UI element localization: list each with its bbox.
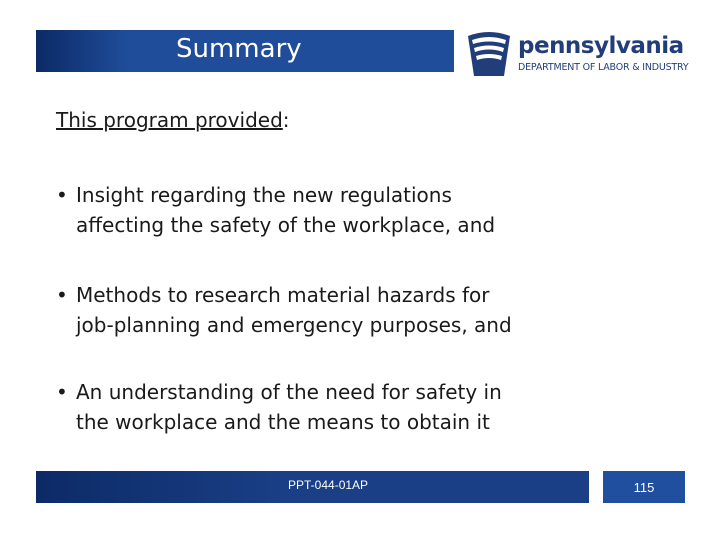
bullet-line: the workplace and the means to obtain it [76,410,490,434]
page-number-box [603,471,685,503]
intro-text: This program provided [56,108,283,132]
intro-line [56,108,290,132]
footer-code: PPT-044-01AP [288,478,369,492]
logo-department: DEPARTMENT OF LABOR & INDUSTRY [518,62,689,73]
bullet-line: affecting the safety of the workplace, and [76,213,496,237]
bullet-line: An understanding of the need for safety in [76,380,502,404]
title-bar [36,30,454,72]
pa-logo [466,30,692,80]
keystone-icon [466,30,512,78]
bullet-text [76,280,512,340]
bullet-dot: • [56,283,68,307]
bullet-line: Methods to research material hazards for [76,283,490,307]
slide-title: Summary [176,34,302,64]
bullet-text [76,180,495,240]
footer-bar [36,471,589,503]
logo-wordmark: pennsylvania [518,33,684,59]
bullet-text [76,377,502,437]
bullet-dot: • [56,380,68,404]
bullet-line: job-planning and emergency purposes, and [76,313,512,337]
page-number: 115 [633,480,655,495]
bullet-dot: • [56,183,68,207]
bullet-line: Insight regarding the new regulations [76,183,452,207]
intro-colon: : [282,108,290,132]
